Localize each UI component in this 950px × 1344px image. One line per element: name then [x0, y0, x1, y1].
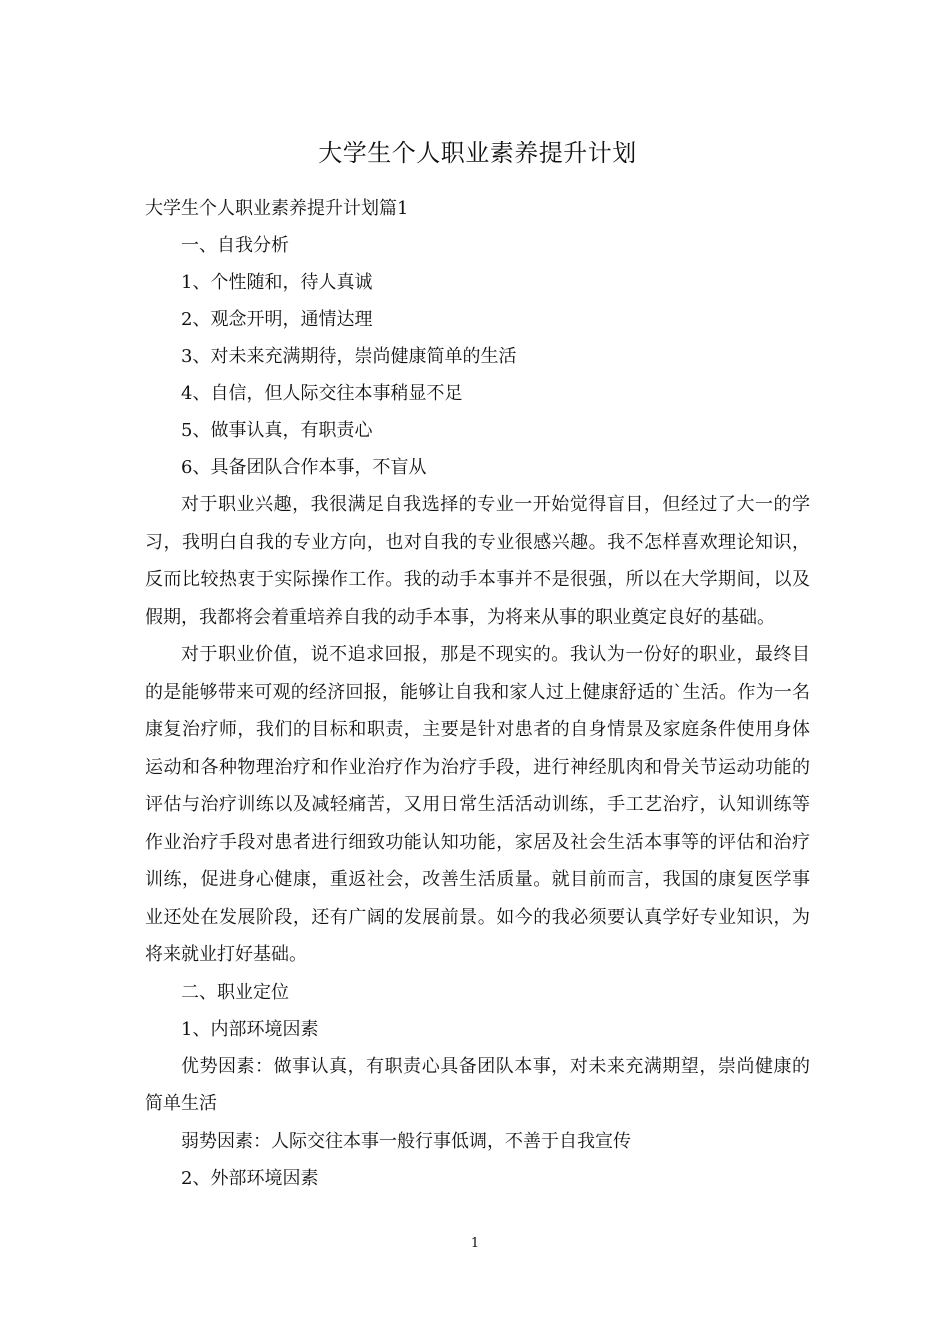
- document-title: 大学生个人职业素养提升计划: [318, 139, 637, 167]
- paragraph-career-value: 对于职业价值，说不追求回报，那是不现实的。我认为一份好的职业，最终目的是能够带来可观的经济回报，能够让自我和家人过上健康舒适的`生活。作为一名康复治疗师，我们的目标和职责，主要是针对患者的自身情景及家庭条件使用身体运动和各种物理治疗和作业治疗作为治疗手段，进行神经肌肉和骨关节运动功能的评估与治疗训练以及减轻痛苦，又用日常生活活动训练，手工艺治疗，认知训练等作业治疗手段对患者进行细致功能认知功能，家居及社会生活本事等的评估和治疗训练，促进身心健康，重返社会，改善生活质量。就目前而言，我国的康复医学事业还处在发展阶段，还有广阔的发展前景。如今的我必须要认真学好专业知识，为将来就业打好基础。: [145, 644, 810, 965]
- heading-external-factors: 2、外部环境因素: [181, 1167, 319, 1189]
- self-analysis-item: 3、对未来充满期待，崇尚健康简单的生活: [181, 346, 517, 367]
- heading-internal-factors: 1、内部环境因素: [181, 1018, 319, 1040]
- heading-self-analysis: 一、自我分析: [181, 235, 289, 256]
- self-analysis-item: 1、个性随和，待人真诚: [181, 272, 373, 293]
- paragraph-career-interest: 对于职业兴趣，我很满足自我选择的专业一开始觉得盲目，但经过了大一的学习，我明白自我的专业方向，也对自我的专业很感兴趣。我不怎样喜欢理论知识，反而比较热衷于实际操作工作。我的动手本事并不是很强，所以在大学期间，以及假期，我都将会着重培养自我的动手本事，为将来从事的职业奠定良好的基础。: [145, 494, 810, 628]
- document-body: [145, 136, 810, 1197]
- paragraph-weaknesses: 弱势因素：人际交往本事一般行事低调，不善于自我宣传: [181, 1130, 631, 1152]
- section-title: 大学生个人职业素养提升计划篇1: [145, 198, 409, 219]
- heading-career-positioning: 二、职业定位: [181, 981, 289, 1003]
- self-analysis-item: 5、做事认真，有职责心: [181, 420, 373, 441]
- self-analysis-item: 2、观念开明，通情达理: [181, 309, 373, 330]
- self-analysis-item: 4、自信，但人际交往本事稍显不足: [181, 383, 463, 404]
- self-analysis-item: 6、具备团队合作本事，不盲从: [181, 457, 427, 478]
- page-number: 1: [470, 1236, 480, 1251]
- paragraph-strengths: 优势因素：做事认真，有职责心具备团队本事，对未来充满期望，崇尚健康的简单生活: [145, 1055, 810, 1114]
